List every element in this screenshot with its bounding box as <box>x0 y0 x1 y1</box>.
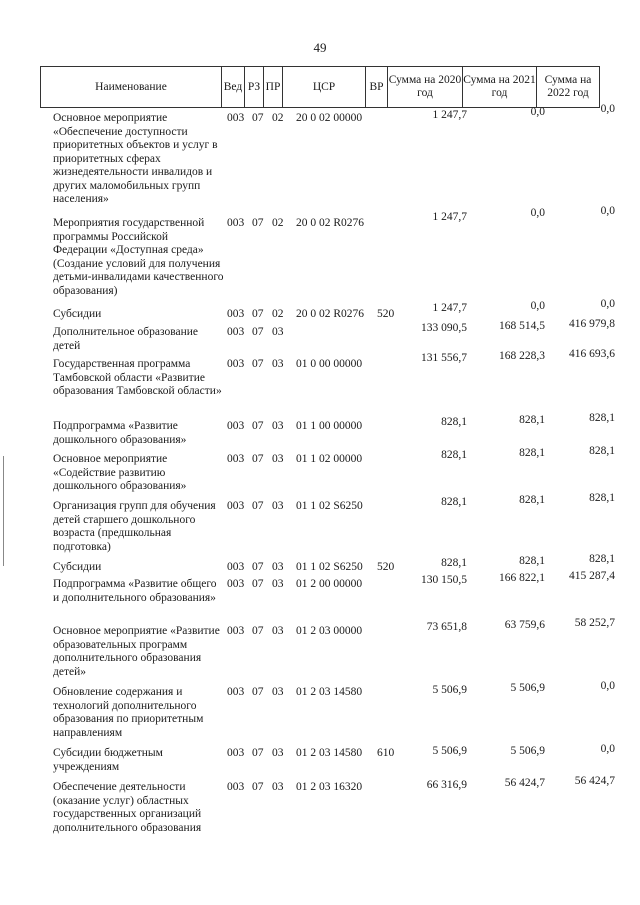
row-ved: 003 <box>227 112 245 124</box>
row-rz: 07 <box>252 453 264 465</box>
row-sum-2020: 1 247,7 <box>432 302 467 314</box>
row-vr: 520 <box>377 561 395 573</box>
row-name: Субсидии <box>53 308 102 320</box>
row-sum-2021: 828,1 <box>519 447 545 459</box>
row-name: Основное мероприятие «Содействие развитию дошкольного образования» <box>53 453 187 492</box>
row-sum-2020: 5 506,9 <box>432 745 467 757</box>
row-name: Дополнительное образование детей <box>53 326 199 352</box>
row-rz: 07 <box>252 500 264 512</box>
row-sum-2021: 828,1 <box>519 494 545 506</box>
header-sum-2020: Сумма на 2020 год <box>387 66 463 108</box>
header-pr: ПР <box>263 66 283 108</box>
header-csr: ЦСР <box>282 66 366 108</box>
row-ved: 003 <box>227 781 245 793</box>
row-sum-2020: 130 150,5 <box>421 574 467 586</box>
row-pr: 02 <box>272 112 284 124</box>
row-csr: 20 0 02 00000 <box>296 112 363 124</box>
row-sum-2020: 828,1 <box>441 496 467 508</box>
row-sum-2022: 416 693,6 <box>569 348 615 360</box>
row-rz: 07 <box>252 308 264 320</box>
row-rz: 07 <box>252 326 264 338</box>
row-rz: 07 <box>252 358 264 370</box>
row-ved: 003 <box>227 326 245 338</box>
row-rz: 07 <box>252 781 264 793</box>
row-ved: 003 <box>227 500 245 512</box>
row-sum-2022: 416 979,8 <box>569 318 615 330</box>
row-name: Основное мероприятие «Развитие образовательных программ дополнительного образования детей» <box>53 625 220 678</box>
row-csr: 20 0 02 R0276 <box>296 217 365 229</box>
row-sum-2020: 1 247,7 <box>432 211 467 223</box>
row-name: Организация групп для обучения детей старшего дошкольного возраста (предшкольная подготовка) <box>53 500 216 553</box>
row-pr: 03 <box>272 747 284 759</box>
row-sum-2021: 5 506,9 <box>510 745 545 757</box>
row-sum-2022: 0,0 <box>600 680 615 692</box>
row-sum-2022: 415 287,4 <box>569 570 615 582</box>
row-ved: 003 <box>227 625 245 637</box>
row-name: Основное мероприятие «Обеспечение доступности приоритетных объектов и услуг в приоритетных сферах жизнедеятельности инвалидов и других маломобильных групп населения» <box>53 112 218 205</box>
row-csr: 01 1 02 S6250 <box>296 561 363 573</box>
row-sum-2022: 0,0 <box>600 205 615 217</box>
header-name: Наименование <box>40 66 222 108</box>
row-sum-2022: 828,1 <box>589 492 615 504</box>
header-vr: ВР <box>365 66 388 108</box>
row-pr: 03 <box>272 453 284 465</box>
row-name: Субсидии бюджетным учреждениям <box>53 747 163 773</box>
header-sum-2022: Сумма на 2022 год <box>536 66 600 108</box>
row-csr: 01 2 03 00000 <box>296 625 363 637</box>
row-rz: 07 <box>252 625 264 637</box>
row-sum-2021: 168 514,5 <box>499 320 545 332</box>
row-vr: 520 <box>377 308 395 320</box>
row-vr: 610 <box>377 747 395 759</box>
row-sum-2022: 0,0 <box>600 103 615 115</box>
row-sum-2022: 0,0 <box>600 298 615 310</box>
row-pr: 03 <box>272 326 284 338</box>
row-ved: 003 <box>227 308 245 320</box>
row-name: Обновление содержания и технологий дополнительного образования по приоритетным направлениям <box>53 686 204 739</box>
row-rz: 07 <box>252 747 264 759</box>
row-sum-2021: 168 228,3 <box>499 350 545 362</box>
row-sum-2021: 5 506,9 <box>510 682 545 694</box>
row-csr: 01 0 00 00000 <box>296 358 363 370</box>
row-csr: 01 2 03 14580 <box>296 747 363 759</box>
row-rz: 07 <box>252 420 264 432</box>
row-csr: 01 2 03 16320 <box>296 781 363 793</box>
row-ved: 003 <box>227 453 245 465</box>
header-rz: РЗ <box>244 66 264 108</box>
row-name: Подпрограмма «Развитие дошкольного образования» <box>53 420 187 446</box>
row-sum-2020: 828,1 <box>441 416 467 428</box>
row-sum-2020: 1 247,7 <box>432 109 467 121</box>
row-sum-2020: 131 556,7 <box>421 352 467 364</box>
row-ved: 003 <box>227 578 245 590</box>
row-sum-2022: 828,1 <box>589 445 615 457</box>
row-pr: 03 <box>272 358 284 370</box>
row-ved: 003 <box>227 420 245 432</box>
row-pr: 03 <box>272 686 284 698</box>
row-csr: 01 1 02 S6250 <box>296 500 363 512</box>
row-sum-2020: 73 651,8 <box>426 621 467 633</box>
scan-margin-mark <box>3 456 4 566</box>
row-rz: 07 <box>252 217 264 229</box>
row-sum-2022: 828,1 <box>589 553 615 565</box>
row-ved: 003 <box>227 561 245 573</box>
row-sum-2021: 0,0 <box>530 207 545 219</box>
row-csr: 01 1 00 00000 <box>296 420 363 432</box>
header-ved: Вед <box>221 66 245 108</box>
row-pr: 03 <box>272 500 284 512</box>
row-ved: 003 <box>227 358 245 370</box>
row-sum-2021: 828,1 <box>519 414 545 426</box>
row-sum-2022: 828,1 <box>589 412 615 424</box>
row-sum-2021: 0,0 <box>530 106 545 118</box>
row-csr: 01 2 03 14580 <box>296 686 363 698</box>
row-sum-2021: 166 822,1 <box>499 572 545 584</box>
row-sum-2021: 828,1 <box>519 555 545 567</box>
row-csr: 20 0 02 R0276 <box>296 308 365 320</box>
row-rz: 07 <box>252 578 264 590</box>
row-pr: 03 <box>272 578 284 590</box>
row-csr: 01 1 02 00000 <box>296 453 363 465</box>
row-sum-2021: 0,0 <box>530 300 545 312</box>
header-sum-2021: Сумма на 2021 год <box>462 66 537 108</box>
row-name: Обеспечение деятельности (оказание услуг) областных государственных организаций дополнительного образования <box>53 781 202 834</box>
row-name: Подпрограмма «Развитие общего и дополнительного образования» <box>53 578 217 604</box>
row-ved: 003 <box>227 686 245 698</box>
row-pr: 03 <box>272 625 284 637</box>
row-pr: 02 <box>272 217 284 229</box>
row-csr: 01 2 00 00000 <box>296 578 363 590</box>
row-sum-2021: 56 424,7 <box>504 777 545 789</box>
row-ved: 003 <box>227 217 245 229</box>
page-number: 49 <box>313 40 327 55</box>
row-sum-2020: 828,1 <box>441 557 467 569</box>
row-name: Мероприятия государственной программы Российской Федерации «Доступная среда» (Создание условий для получения детьми-инвалидами качественного образования) <box>53 217 224 297</box>
row-name: Субсидии <box>53 561 102 573</box>
row-sum-2020: 828,1 <box>441 449 467 461</box>
row-sum-2021: 63 759,6 <box>504 619 545 631</box>
row-pr: 02 <box>272 308 284 320</box>
row-sum-2020: 133 090,5 <box>421 322 467 334</box>
row-rz: 07 <box>252 112 264 124</box>
row-ved: 003 <box>227 747 245 759</box>
row-pr: 03 <box>272 420 284 432</box>
row-sum-2020: 5 506,9 <box>432 684 467 696</box>
row-name: Государственная программа Тамбовской области «Развитие образования Тамбовской области» <box>53 358 222 397</box>
row-sum-2022: 0,0 <box>600 743 615 755</box>
row-sum-2022: 58 252,7 <box>574 617 615 629</box>
row-pr: 03 <box>272 781 284 793</box>
row-rz: 07 <box>252 686 264 698</box>
row-pr: 03 <box>272 561 284 573</box>
row-sum-2022: 56 424,7 <box>574 775 615 787</box>
row-sum-2020: 66 316,9 <box>426 779 467 791</box>
row-rz: 07 <box>252 561 264 573</box>
